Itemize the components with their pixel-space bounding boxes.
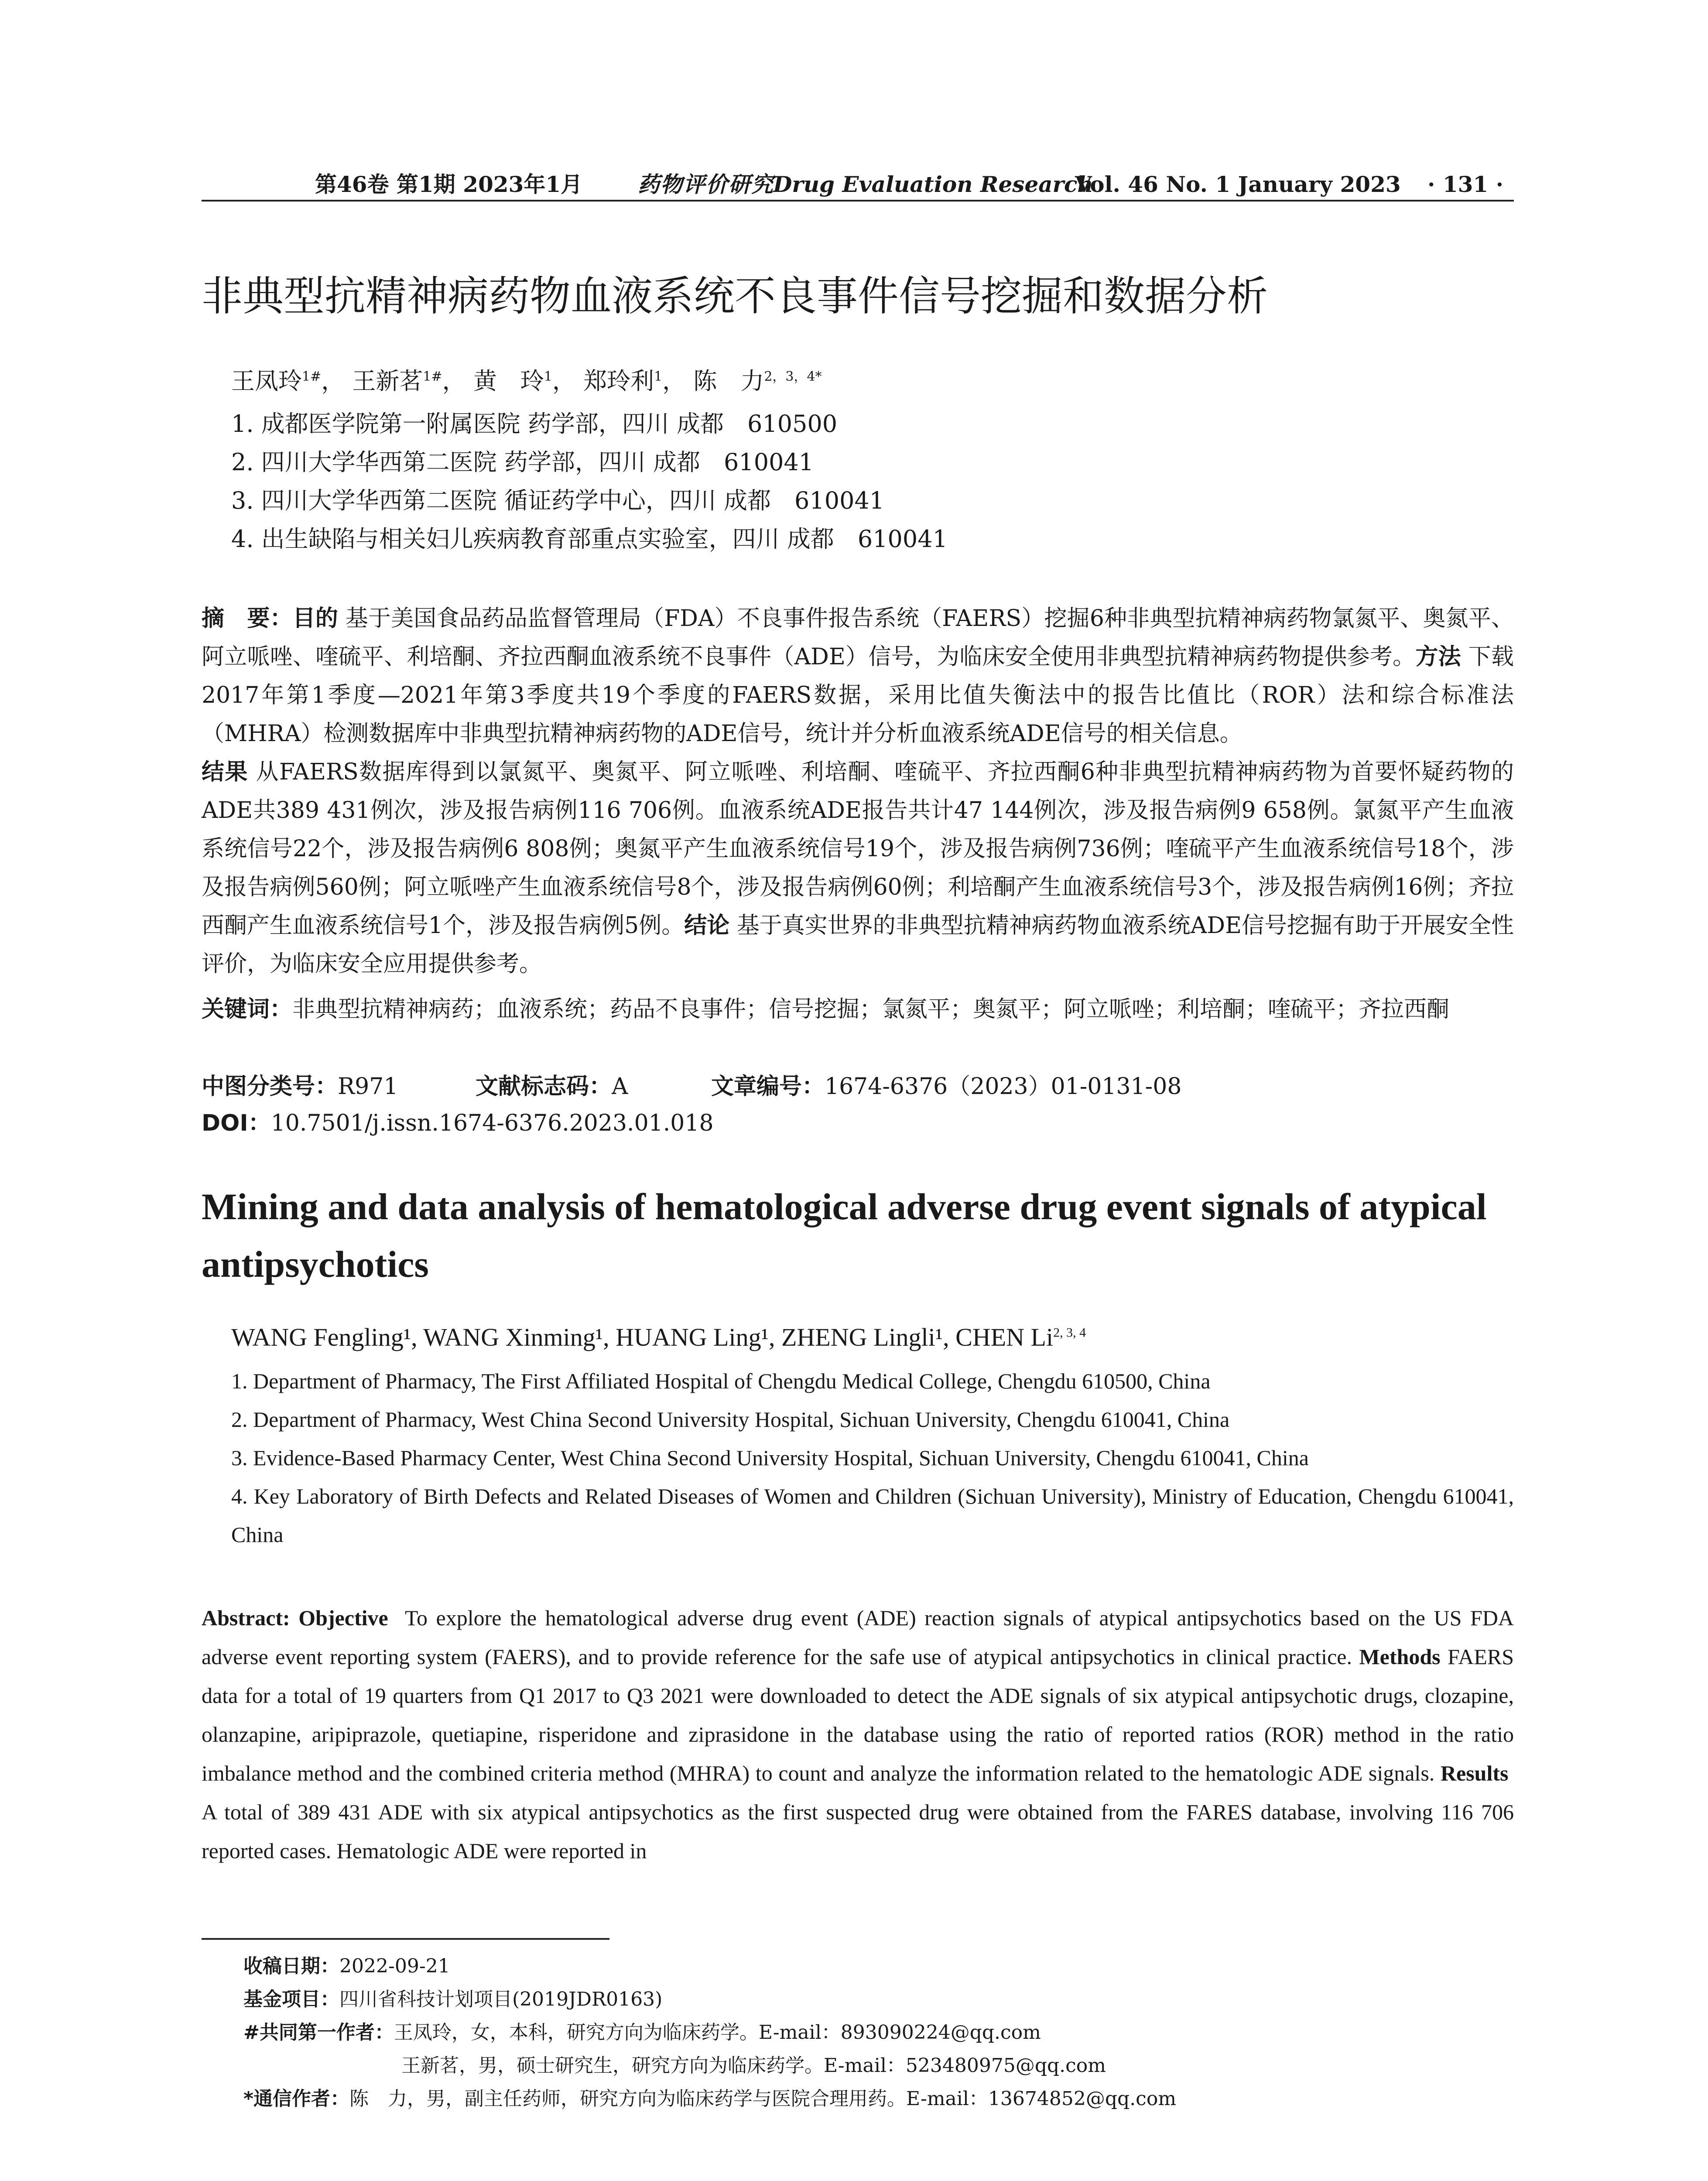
doc-code-label: 文献标志码： <box>476 1073 612 1100</box>
received-date: 2022-09-21 <box>339 1955 450 1977</box>
title-cn: 非典型抗精神病药物血液系统不良事件信号挖掘和数据分析 <box>202 273 1268 320</box>
author-en-sup: 2, 3, 4 <box>1053 1325 1086 1340</box>
doc-code-value: A <box>612 1073 628 1100</box>
header-volume-cn: 第46卷 第1期 2023年1月 <box>315 171 583 197</box>
footnote-rule <box>202 1938 609 1940</box>
doi-label: DOI： <box>202 1110 271 1136</box>
doi-value: 10.7501/j.issn.1674-6376.2023.01.018 <box>270 1110 714 1136</box>
results-cn: 从FAERS数据库得到以氯氮平、奥氮平、阿立哌唑、利培酮、喹硫平、齐拉西酮6种非典型抗精神病药物为首要怀疑药物的ADE共389 431例次，涉及报告病例116 706例。血液系统ADE报告共计47 144例次，涉及报告病例9 658例。氯氮平产生血液系统信号22个，涉及报告病例6 808例；奥氮平产生血液系统信号19个，涉及报告病例736例；喹硫平产生血液系统信号18个，涉及报告病例560例；阿立哌唑产生血液系统信号8个，涉及报告病例60例；利培酮产生血液系统信号3个，涉及报告病例16例；齐拉西酮产生血液系统信号1个，涉及报告病例5例。 <box>202 759 1514 939</box>
author-sup: 1 <box>544 369 552 384</box>
author-cn: 陈 力 <box>693 367 764 395</box>
author-cn: 郑玲利 <box>583 367 654 395</box>
author-separator: ， <box>552 367 576 395</box>
affiliation-cn-1: 1. 成都医学院第一附属医院 药学部，四川 成都 610500 <box>231 410 838 438</box>
received-label: 收稿日期： <box>243 1955 339 1977</box>
abstract-cn-label: 摘 要： <box>202 605 293 632</box>
header-volume-en: Vol. 46 No. 1 January 2023 <box>1075 171 1401 197</box>
cofirst-label: #共同第一作者： <box>243 2021 394 2044</box>
author-cn: 王新茗 <box>352 367 423 395</box>
keywords-cn <box>202 990 1514 1029</box>
corresponding-value: 陈 力，男，副主任药师，研究方向为临床药学与医院合理用药。E-mail：13674852@qq.com <box>349 2088 1177 2110</box>
footnote-received <box>243 1950 450 1983</box>
article-no-value: 1674-6376（2023）01-0131-08 <box>825 1073 1182 1100</box>
methods-en: FAERS data for a total of 19 quarters from Q1 2017 to Q3 2021 were downloaded to detect the ADE signals of six atypical antipsychotic drugs, clozapine, olanzapine, aripiprazole, quetiapine, risperidone and ziprasidone in the database using the ratio of reported ratios (ROR) method in the ratio imbalance method and the combined criteria method (MHRA) to count and analyze the information related to the hematologic ADE signals. <box>202 1644 1514 1785</box>
header-journal-en: Drug Evaluation Research <box>773 171 1093 197</box>
header-page-number: · 131 · <box>1427 171 1503 197</box>
author-sup: 1# <box>302 369 322 384</box>
affiliation-en-3: 3. Evidence-Based Pharmacy Center, West China Second University Hospital, Sichuan University, Chengdu 610041, China <box>231 1446 1309 1470</box>
author-cn: 王凤玲 <box>231 367 302 395</box>
article-no-label: 文章编号： <box>711 1073 825 1100</box>
author-separator: ， <box>321 367 345 395</box>
footnote-fund <box>243 1983 662 2016</box>
objective-cn: 基于美国食品药品监督管理局（FDA）不良事件报告系统（FAERS）挖掘6种非典型抗精神病药物氯氮平、奥氮平、阿立哌唑、喹硫平、利培酮、齐拉西酮血液系统不良事件（ADE）信号，为临床安全使用非典型抗精神病药物提供参考。 <box>202 605 1514 670</box>
abstract-en-label: Abstract: Objective <box>202 1606 388 1630</box>
authors-en <box>231 1318 1086 1357</box>
affiliation-cn-3: 3. 四川大学华西第二医院 循证药学中心，四川 成都 610041 <box>231 487 885 514</box>
affiliation-en-1: 1. Department of Pharmacy, The First Affiliated Hospital of Chengdu Medical College, Chengdu 610500, China <box>231 1369 1211 1393</box>
conclusion-cn: 基于真实世界的非典型抗精神病药物血液系统ADE信号挖掘有助于开展安全性评价，为临床安全应用提供参考。 <box>202 913 1514 977</box>
classification-line <box>202 1070 398 1104</box>
abstract-cn <box>202 599 1514 983</box>
doi-line <box>202 1106 714 1140</box>
running-header <box>202 169 1514 200</box>
footnote-corresponding <box>243 2082 1176 2116</box>
affiliation-en-2: 2. Department of Pharmacy, West China Second University Hospital, Sichuan University, Chengdu 610041, China <box>231 1407 1230 1432</box>
footnote-cofirst-2: 王新茗，男，硕士研究生，研究方向为临床药学。E-mail：523480975@qq.com <box>401 2055 1106 2077</box>
objective-label-cn: 目的 <box>292 605 339 632</box>
author-sup: 1 <box>654 369 663 384</box>
authors-cn <box>231 362 822 400</box>
results-en: A total of 389 431 ADE with six atypical antipsychotics as the first suspected drug were obtained from the FARES database, involving 116 706 reported cases. Hematologic ADE were reported in <box>202 1800 1514 1863</box>
author-sup: 1# <box>423 369 442 384</box>
conclusion-label-cn: 结论 <box>684 913 730 939</box>
author-separator: ， <box>662 367 686 395</box>
keywords-label: 关键词： <box>202 996 293 1022</box>
author-sup: 2，3，4* <box>764 369 822 384</box>
methods-label-cn: 方法 <box>1415 644 1461 670</box>
objective-en: To explore the hematological adverse drug event (ADE) reaction signals of atypical antipsychotics based on the US FDA adverse event reporting system (FAERS), and to provide reference for the safe use of atypical antipsychotics in clinical practice. <box>202 1606 1514 1669</box>
header-rule <box>202 200 1514 202</box>
author-cn: 黄 玲 <box>473 367 544 395</box>
clc-label: 中图分类号： <box>202 1073 338 1100</box>
authors-en-text: WANG Fengling¹, WANG Xinming¹, HUANG Ling¹, ZHENG Lingli¹, CHEN Li <box>231 1323 1054 1351</box>
cofirst-1: 王凤玲，女，本科，研究方向为临床药学。E-mail：893090224@qq.com <box>394 2021 1041 2044</box>
author-separator: ， <box>442 367 466 395</box>
footnote-cofirst <box>243 2016 1041 2049</box>
results-label-en: Results <box>1440 1761 1509 1785</box>
article-number <box>711 1070 1181 1104</box>
doc-code <box>476 1070 628 1104</box>
fund-value: 四川省科技计划项目(2019JDR0163) <box>339 1988 663 2010</box>
affiliation-cn-2: 2. 四川大学华西第二医院 药学部，四川 成都 610041 <box>231 448 814 476</box>
affiliation-cn-4: 4. 出生缺陷与相关妇儿疾病教育部重点实验室，四川 成都 610041 <box>231 525 948 553</box>
methods-label-en: Methods <box>1359 1644 1441 1669</box>
corresponding-label: *通信作者： <box>243 2088 350 2110</box>
abstract-en <box>202 1599 1514 1870</box>
fund-label: 基金项目： <box>243 1988 339 2010</box>
clc-value: R971 <box>338 1073 398 1100</box>
keywords-text: 非典型抗精神病药；血液系统；药品不良事件；信号挖掘；氯氮平；奥氮平；阿立哌唑；利培酮；喹硫平；齐拉西酮 <box>292 996 1450 1022</box>
affiliation-en-4: 4. Key Laboratory of Birth Defects and Related Diseases of Women and Children (Sichuan University), Ministry of Education, Chengdu 610041, China <box>231 1484 1514 1547</box>
journal-logo-cn: 药物评价研究 <box>638 171 774 197</box>
title-en: Mining and data analysis of hematological adverse drug event signals of atypical antipsychotics <box>202 1186 1487 1285</box>
methods-cn: 下载2017年第1季度—2021年第3季度共19个季度的FAERS数据，采用比值失衡法中的报告比值比（ROR）法和综合标准法（MHRA）检测数据库中非典型抗精神病药物的ADE信号，统计并分析血液系统ADE信号的相关信息。 <box>202 644 1514 747</box>
results-label-cn: 结果 <box>202 759 248 785</box>
